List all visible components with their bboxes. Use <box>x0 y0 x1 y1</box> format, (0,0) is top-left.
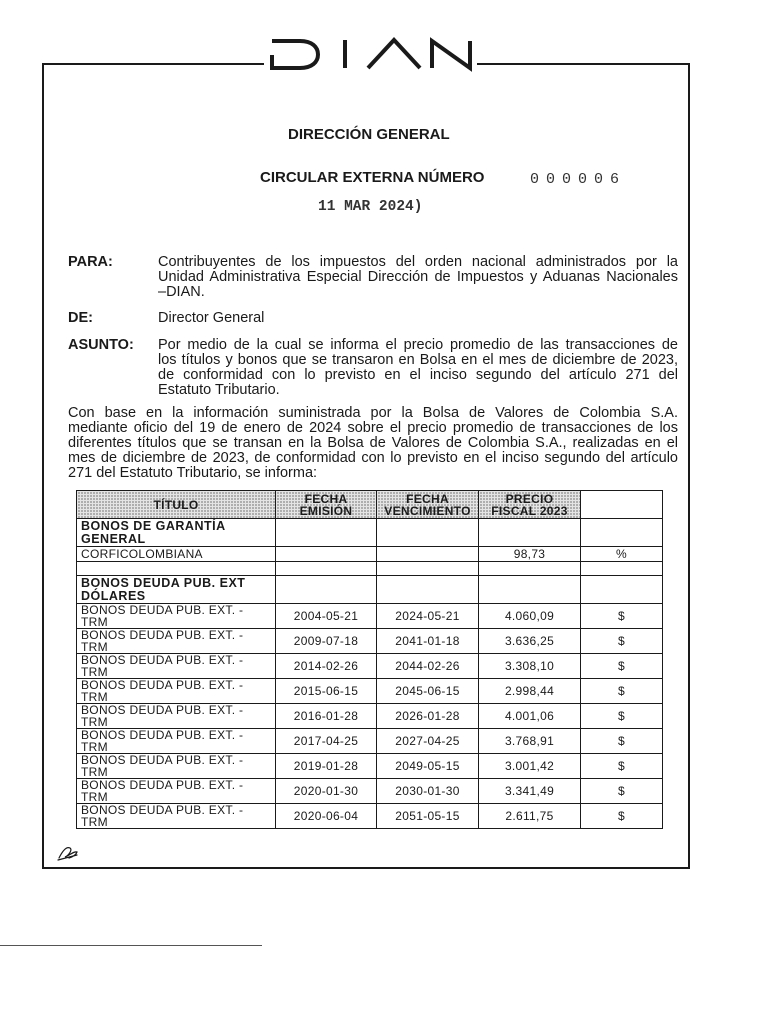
table-cell-empty <box>479 562 581 576</box>
table-cell-fecha-emision <box>276 547 377 562</box>
header-precio-fiscal <box>479 491 581 519</box>
asunto-label: ASUNTO: <box>68 337 134 353</box>
intro-paragraph <box>68 406 678 481</box>
header-fecha-vencimiento <box>377 491 479 519</box>
intro-line: Con base en la información suministrada por la Bolsa de Valores de Colombia S.A. <box>68 405 678 421</box>
table-group-title: BONOS DEUDA PUB. EXT DÓLARES <box>77 576 276 604</box>
table-row <box>77 704 663 729</box>
table-cell-unidad: $ <box>581 654 663 679</box>
table-cell-unidad: $ <box>581 704 663 729</box>
table-cell-fecha-vencimiento: 2049-05-15 <box>377 754 479 779</box>
logo-letter-n <box>432 41 470 68</box>
table-cell-fecha-vencimiento: 2044-02-26 <box>377 654 479 679</box>
intro-line: mes de diciembre de 2023, de conformidad con lo previsto en el inciso segundo del artículo <box>68 450 678 466</box>
table-cell-titulo <box>77 654 276 679</box>
bond-name: BONOS DEUDA PUB. EXT. - TRM <box>81 803 244 829</box>
table-cell-precio: 2.998,44 <box>479 679 581 704</box>
table-cell-fecha-vencimiento <box>377 547 479 562</box>
table-cell-fecha-emision: 2019-01-28 <box>276 754 377 779</box>
dian-logo <box>268 36 474 72</box>
bond-name: BONOS DEUDA PUB. EXT. - TRM <box>81 728 244 754</box>
table-cell-unidad: $ <box>581 729 663 754</box>
header-label-line: FISCAL 2023 <box>491 503 568 518</box>
table-cell-fecha-vencimiento: 2041-01-18 <box>377 629 479 654</box>
intro-line: 271 del Estatuto Tributario, se informa: <box>68 465 318 481</box>
circular-number-stamp: 000006 <box>530 171 627 188</box>
table-cell-titulo <box>77 779 276 804</box>
table-cell-fecha-vencimiento: 2024-05-21 <box>377 604 479 629</box>
table-row <box>77 779 663 804</box>
table-cell-empty <box>479 519 581 547</box>
header-titulo-label: TÍTULO <box>153 497 199 512</box>
table-cell-fecha-vencimiento: 2051-05-15 <box>377 804 479 829</box>
bond-name: BONOS DEUDA PUB. EXT. - TRM <box>81 678 244 704</box>
table-spacer-row <box>77 562 663 576</box>
para-line: Contribuyentes de los impuestos del orden nacional administrados por la <box>158 254 678 270</box>
table-row <box>77 729 663 754</box>
table-cell-empty <box>377 562 479 576</box>
para-label: PARA: <box>68 254 113 270</box>
table-row <box>77 604 663 629</box>
table-cell-precio: 3.768,91 <box>479 729 581 754</box>
table-cell-precio: 3.636,25 <box>479 629 581 654</box>
frame-top-rule-left <box>42 63 264 65</box>
table-group-title: BONOS DE GARANTÍA GENERAL <box>77 519 276 547</box>
header-unidad <box>581 491 663 519</box>
para-line: Unidad Administrativa Especial Dirección de Impuestos y Aduanas Nacionales <box>158 269 678 285</box>
para-text <box>158 255 678 300</box>
table-cell-precio: 2.611,75 <box>479 804 581 829</box>
table-row <box>77 547 663 562</box>
table-header-row <box>77 491 663 519</box>
table-cell-empty <box>77 562 276 576</box>
intro-line: diferentes títulos que se transan en la Bolsa de Valores de Colombia S.A., realizadas en el <box>68 435 678 451</box>
table-cell-fecha-emision: 2020-06-04 <box>276 804 377 829</box>
table-cell-unidad: % <box>581 547 663 562</box>
table-cell-empty <box>377 576 479 604</box>
table-cell-titulo <box>77 804 276 829</box>
header-label-line: VENCIMIENTO <box>384 503 471 518</box>
table-cell-precio: 3.341,49 <box>479 779 581 804</box>
table-cell-fecha-vencimiento: 2027-04-25 <box>377 729 479 754</box>
table-cell-fecha-emision: 2016-01-28 <box>276 704 377 729</box>
table-row <box>77 804 663 829</box>
header-titulo <box>77 491 276 519</box>
table-cell-fecha-emision: 2017-04-25 <box>276 729 377 754</box>
table-cell-unidad: $ <box>581 679 663 704</box>
de-label: DE: <box>68 310 93 326</box>
bond-name: BONOS DEUDA PUB. EXT. - TRM <box>81 778 244 804</box>
table-cell-unidad: $ <box>581 779 663 804</box>
table-cell-titulo: CORFICOLOMBIANA <box>77 547 276 562</box>
asunto-line: los títulos y bonos que se transaron en Bolsa en el mes de diciembre de 2023, <box>158 352 678 368</box>
table-cell-precio: 4.060,09 <box>479 604 581 629</box>
de-text: Director General <box>158 310 265 326</box>
table-row <box>77 754 663 779</box>
circular-label: CIRCULAR EXTERNA NÚMERO <box>260 169 485 186</box>
table-cell-fecha-vencimiento: 2045-06-15 <box>377 679 479 704</box>
initials-mark <box>56 842 80 862</box>
header-label-line: FECHA <box>304 491 348 506</box>
prices-table <box>76 490 663 829</box>
table-cell-fecha-vencimiento: 2030-01-30 <box>377 779 479 804</box>
asunto-line: Estatuto Tributario. <box>158 382 280 398</box>
table-cell-empty <box>276 519 377 547</box>
date-stamp: 11 MAR 2024) <box>318 199 423 215</box>
logo-letter-a <box>368 40 420 68</box>
table-cell-fecha-emision: 2015-06-15 <box>276 679 377 704</box>
table-cell-titulo <box>77 679 276 704</box>
table-row <box>77 654 663 679</box>
intro-line: mediante oficio del 19 de enero de 2024 sobre el precio promedio de transacciones de los <box>68 420 678 436</box>
asunto-line: de conformidad con lo previsto en el inciso segundo del artículo 271 del <box>158 367 678 383</box>
table-cell-fecha-emision: 2009-07-18 <box>276 629 377 654</box>
table-cell-empty <box>581 562 663 576</box>
header-label-line: EMISIÓN <box>299 503 353 518</box>
table-cell-titulo <box>77 604 276 629</box>
table-cell-empty <box>276 562 377 576</box>
table-cell-precio: 3.308,10 <box>479 654 581 679</box>
bond-name: BONOS DEUDA PUB. EXT. - TRM <box>81 703 244 729</box>
table-cell-fecha-vencimiento: 2026-01-28 <box>377 704 479 729</box>
asunto-text <box>158 338 678 398</box>
table-cell-empty <box>581 519 663 547</box>
table-cell-fecha-emision: 2014-02-26 <box>276 654 377 679</box>
table-cell-fecha-emision: 2020-01-30 <box>276 779 377 804</box>
logo-letter-d <box>272 41 318 68</box>
table-row <box>77 629 663 654</box>
bond-name: BONOS DEUDA PUB. EXT. - TRM <box>81 753 244 779</box>
table-cell-empty <box>377 519 479 547</box>
office-title: DIRECCIÓN GENERAL <box>288 126 450 143</box>
table-cell-titulo <box>77 754 276 779</box>
table-cell-unidad: $ <box>581 754 663 779</box>
table-group-row <box>77 576 663 604</box>
para-line: –DIAN. <box>158 284 205 300</box>
table-cell-empty <box>479 576 581 604</box>
bond-name: BONOS DEUDA PUB. EXT. - TRM <box>81 603 244 629</box>
table-cell-titulo <box>77 704 276 729</box>
bond-name: BONOS DEUDA PUB. EXT. - TRM <box>81 653 244 679</box>
bond-name: BONOS DEUDA PUB. EXT. - TRM <box>81 628 244 654</box>
table-cell-precio: 4.001,06 <box>479 704 581 729</box>
table-cell-unidad: $ <box>581 804 663 829</box>
table-row <box>77 679 663 704</box>
table-group-row <box>77 519 663 547</box>
header-label-line: PRECIO <box>505 491 554 506</box>
header-fecha-emision <box>276 491 377 519</box>
table-cell-unidad: $ <box>581 629 663 654</box>
asunto-line: Por medio de la cual se informa el precio promedio de las transacciones de <box>158 337 678 353</box>
footer-rule <box>0 945 262 946</box>
table-cell-titulo <box>77 729 276 754</box>
table-cell-precio: 98,73 <box>479 547 581 562</box>
table-cell-unidad: $ <box>581 604 663 629</box>
table-cell-empty <box>276 576 377 604</box>
table-cell-empty <box>581 576 663 604</box>
frame-top-rule-right <box>477 63 690 65</box>
header-label-line: FECHA <box>406 491 449 506</box>
table-cell-titulo <box>77 629 276 654</box>
table-cell-fecha-emision: 2004-05-21 <box>276 604 377 629</box>
table-cell-precio: 3.001,42 <box>479 754 581 779</box>
